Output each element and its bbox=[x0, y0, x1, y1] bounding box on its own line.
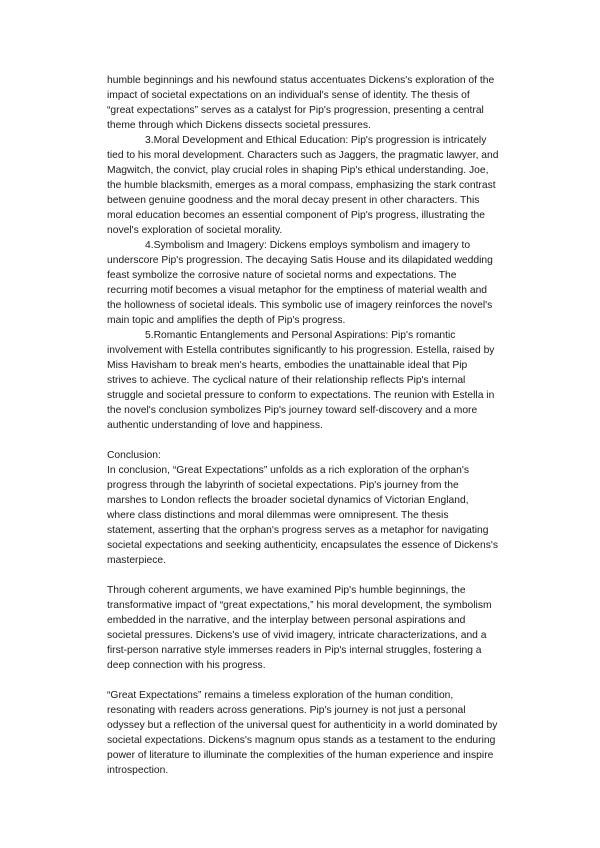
conclusion-heading: Conclusion: bbox=[107, 450, 161, 461]
conclusion-paragraph-3: “Great Expectations” remains a timeless exploration of the human condition, resonating with readers across generations. Pip's journey is not just a personal odyssey but a reflection of the universal quest for authenticity in a world dominated by societal expectations. Dickens's magnum opus stands as a testament to the enduring power of literature to illuminate the complexities of the human experience and inspire introspection. bbox=[107, 690, 498, 776]
point-4-paragraph: 4.Symbolism and Imagery: Dickens employs symbolism and imagery to underscore Pip's progression. The decaying Satis House and its dilapidated wedding feast symbolize the corrosive nature of societal norms and expectations. The recurring motif becomes a visual metaphor for the emptiness of material wealth and the hollowness of societal ideals. This symbolic use of imagery reinforces the novel's main topic and amplifies the depth of Pip's progress. bbox=[107, 240, 493, 326]
point-5-paragraph: 5.Romantic Entanglements and Personal Aspirations: Pip's romantic involvement with Estella contributes significantly to his progression. Estella, raised by Miss Havisham to break men's hearts, embodies the unattainable ideal that Pip strives to achieve. The cyclical nature of their relationship reflects Pip's internal struggle and societal pressure to conform to expectations. The reunion with Estella in the novel's conclusion symbolizes Pip's journey toward self-discovery and a more authentic understanding of love and happiness. bbox=[107, 330, 495, 431]
conclusion-paragraph-1: In conclusion, “Great Expectations” unfolds as a rich exploration of the orphan's progress through the labyrinth of societal expectations. Pip's journey from the marshes to London reflects the broader societal dynamics of Victorian England, where class distinctions and moral dilemmas were omnipresent. The thesis statement, asserting that the orphan's progress serves as a metaphor for navigating societal expectations and seeking authenticity, encapsulates the essence of Dickens's masterpiece. bbox=[107, 465, 498, 566]
body-text bbox=[107, 73, 499, 778]
continuation-paragraph: humble beginnings and his newfound status accentuates Dickens's exploration of the impact of societal expectations on an individual's sense of identity. The thesis of “great expectations” serves as a catalyst for Pip's progression, presenting a central theme through which Dickens dissects societal pressures. bbox=[107, 75, 495, 131]
point-3-paragraph: 3.Moral Development and Ethical Education: Pip's progression is intricately tied to his moral development. Characters such as Jaggers, the pragmatic lawyer, and Magwitch, the convict, play crucial roles in shaping Pip's ethical understanding. Joe, the humble blacksmith, emerges as a moral compass, emphasizing the stark contrast between genuine goodness and the moral decay present in other characters. This moral education becomes an essential component of Pip's progress, illustrating the novel's exploration of societal morality. bbox=[107, 135, 499, 236]
conclusion-paragraph-2: Through coherent arguments, we have examined Pip's humble beginnings, the transformative impact of “great expectations,” his moral development, the symbolism embedded in the narrative, and the interplay between personal aspirations and societal pressures. Dickens's use of vivid imagery, intricate characterizations, and a first-person narrative style immerses readers in Pip's internal struggles, fostering a deep connection with his progress. bbox=[107, 585, 492, 671]
